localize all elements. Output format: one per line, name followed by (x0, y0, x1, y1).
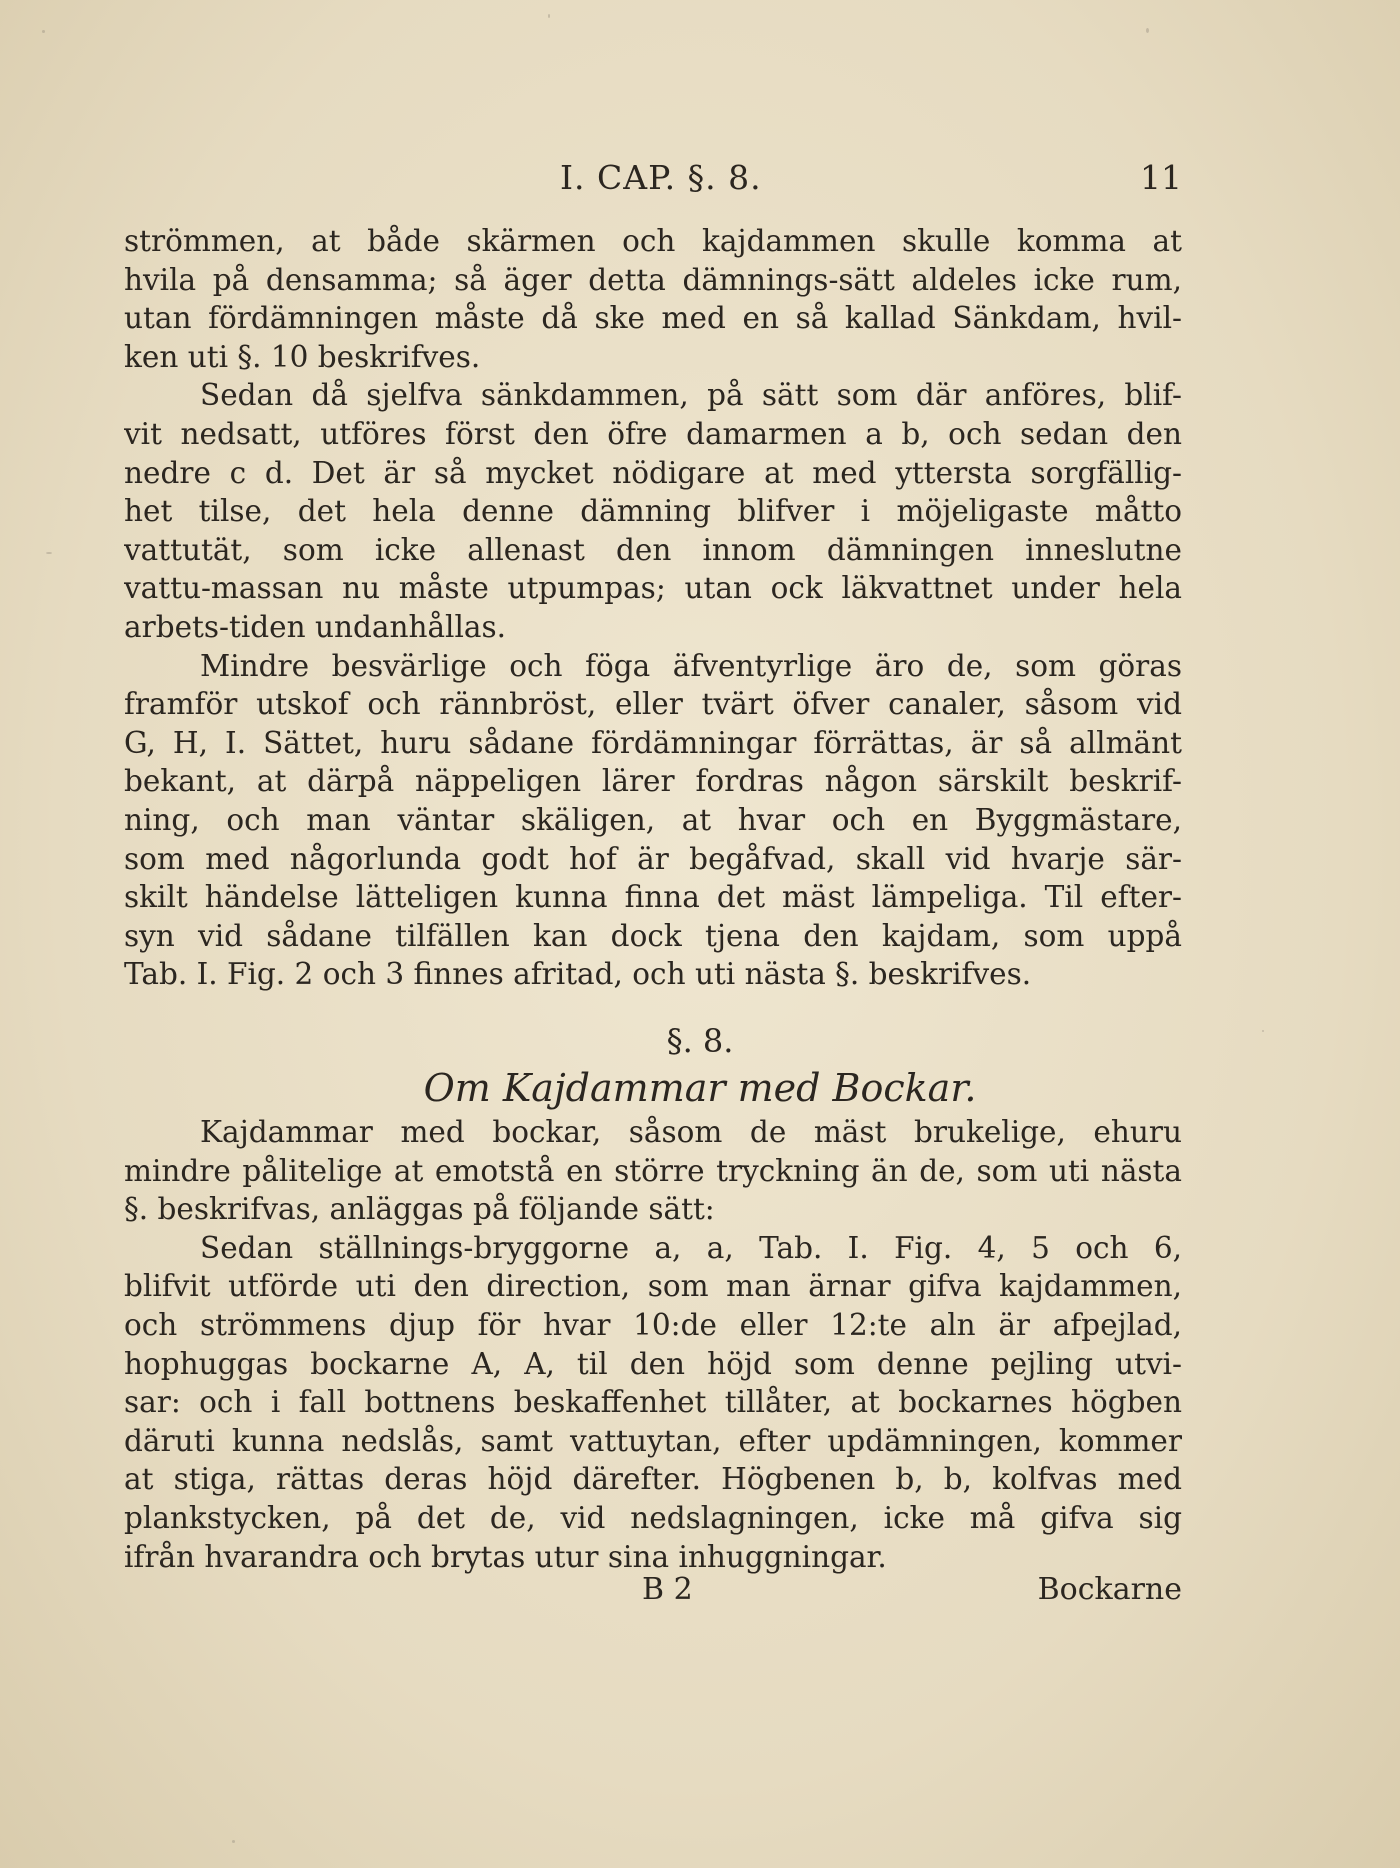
text-line: hophuggas bockarne A, A, til den höjd som denne pejling utvi- (124, 1346, 1182, 1381)
text-line: blifvit utförde uti den direction, som man ärnar gifva kajdammen, (124, 1269, 1182, 1304)
text-line: nedre c d. Det är så mycket nödigare at med yttersta sorgfällig- (124, 455, 1182, 490)
text-line: vattutät, som icke allenast den innom dämningen inneslutne (124, 532, 1182, 567)
text-line: Tab. I. Fig. 2 och 3 finnes afritad, och uti nästa §. beskrifves. (124, 957, 1032, 992)
paper-speck (46, 552, 52, 554)
text-block-bottom (124, 1113, 1182, 1576)
text-line: hvila på densamma; så äger detta dämnings-sätt aldeles icke rum, (124, 262, 1182, 297)
text-line: at stiga, rättas deras höjd därefter. Högbenen b, b, kolfvas med (124, 1462, 1182, 1497)
text-line: framför utskof och rännbröst, eller tvärt öfver canaler, såsom vid (124, 687, 1182, 722)
page-number: 11 (1140, 158, 1182, 197)
text-line: sar: och i fall bottnens beskaffenhet tillåter, at bockarnes högben (124, 1385, 1182, 1420)
text-line: skilt händelse lätteligen kunna finna det mäst lämpeliga. Til efter- (124, 880, 1182, 915)
text-line: het tilse, det hela denne dämning blifver i möjeligaste måtto (124, 494, 1182, 529)
text-line: och strömmens djup för hvar 10:de eller 12:te aln är afpejlad, (124, 1307, 1182, 1342)
text-line: som med någorlunda godt hof är begåfvad, skall vid hvarje sär- (124, 841, 1182, 876)
section-title: Om Kajdammar med Bockar. (423, 1066, 977, 1110)
text-line: utan fördämningen måste då ske med en så kallad Sänkdam, hvil- (124, 301, 1182, 336)
text-line: bekant, at därpå näppeligen lärer fordras någon särskilt beskrif- (124, 764, 1182, 799)
text-line: G, H, I. Sättet, huru sådane fördämningar förrättas, är så allmänt (124, 725, 1182, 760)
text-line: mindre pålitelige at emotstå en större tryckning än de, som uti nästa (124, 1153, 1182, 1188)
text-line: syn vid sådane tilfällen kan dock tjena den kajdam, som uppå (124, 918, 1182, 953)
running-head: I. CAP. §. 8. (560, 158, 762, 197)
text-line: arbets-tiden undanhållas. (124, 609, 507, 644)
paper-speck (548, 14, 550, 18)
paragraph-first-line: Sedan då sjelfva sänkdammen, på sätt som där anföres, blif- (200, 378, 1182, 413)
page-header (124, 158, 1182, 202)
text-line: vit nedsatt, utföres först den öfre damarmen a b, och sedan den (124, 416, 1182, 451)
signature-mark: B 2 (642, 1572, 693, 1607)
text-line: ifrån hvarandra och brytas utur sina inhuggningar. (124, 1539, 887, 1574)
text-line: strömmen, at både skärmen och kajdammen skulle komma at (124, 224, 1182, 258)
paragraph-first-line: Kajdammar med bockar, såsom de mäst brukelige, ehuru (200, 1115, 1182, 1149)
text-line: plankstycken, på det de, vid nedslagningen, icke må gifva sig (124, 1500, 1182, 1535)
paragraph-first-line: Mindre besvärlige och föga äfventyrlige äro de, som göras (200, 648, 1182, 683)
section-number: §. 8. (666, 1022, 734, 1060)
text-line: ning, och man väntar skäligen, at hvar och en Byggmästare, (124, 802, 1182, 837)
text-block-top (124, 222, 1182, 994)
catchword: Bockarne (1037, 1572, 1182, 1607)
text-line: vattu-massan nu måste utpumpas; utan ock läkvattnet under hela (124, 571, 1182, 606)
text-line: §. beskrifvas, anläggas på följande sätt: (124, 1192, 715, 1227)
paragraph-first-line: Sedan ställnings-bryggorne a, a, Tab. I. Fig. 4, 5 och 6, (200, 1230, 1182, 1265)
paper-speck (1146, 28, 1149, 33)
text-line: ken uti §. 10 beskrifves. (124, 339, 481, 374)
paper-speck (42, 30, 45, 33)
page-footer (124, 1572, 1182, 1612)
text-line: däruti kunna nedslås, samt vattuytan, efter updämningen, kommer (124, 1423, 1182, 1458)
paper-speck (232, 1840, 235, 1843)
